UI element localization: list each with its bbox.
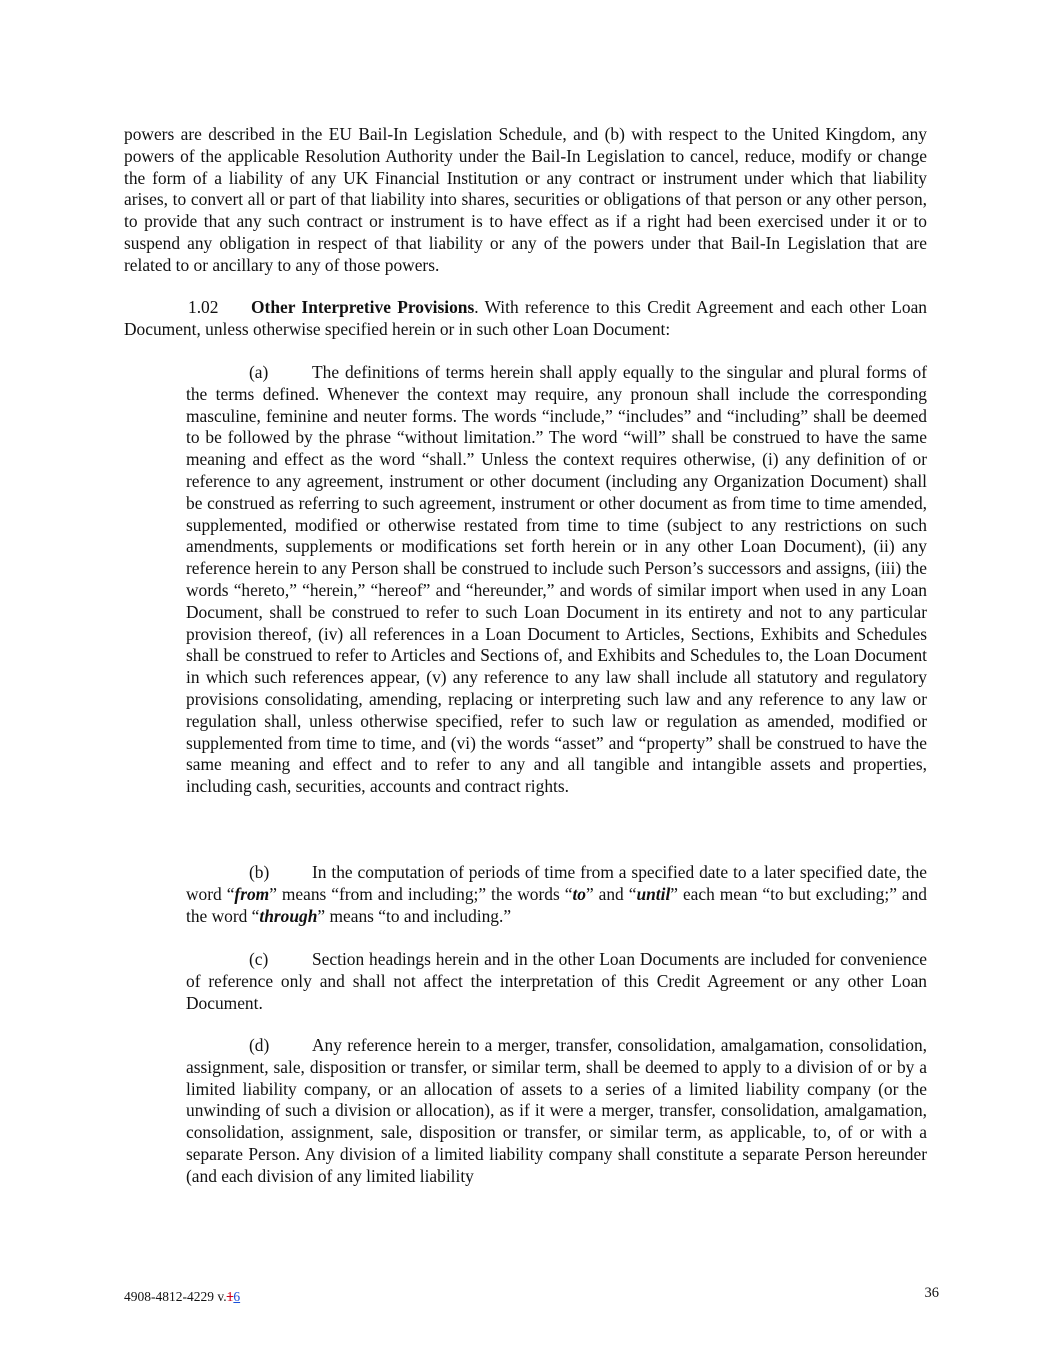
section-1-02-paragraph [124, 297, 927, 341]
section-number: 1.02 [188, 297, 219, 317]
term-to: to [572, 883, 586, 904]
section-lead-text: . With reference to this Credit Agreement and each other Loan Document, unless otherwise specified herein or in such other Loan Document: [124, 297, 928, 339]
clause-b-text-2: ” means “from and including;” the words “ [269, 883, 573, 904]
clause-b-text-5: ” means “to and including.” [317, 905, 512, 926]
clause-d-text: Any reference herein to a merger, transfer, consolidation, amalgamation, consolidation, assignment, sale, disposition or transfer, or similar term, shall be deemed to apply to a division of or by a limited liability company, or an allocation of assets to a series of a limited liability company (or the unwinding of such a division or allocation), as if it were a merger, transfer, consolidation, amalgamation, consolidation, assignment, sale, disposition or transfer, or similar term, as applicable, to, of or with a separate Person. Any division of a limited liability company shall constitute a separate Person hereunder (and each division of any limited liability [186, 1035, 927, 1186]
clause-a-label: (a) [249, 362, 269, 382]
clause-c-text: Section headings herein and in the other Loan Documents are included for convenience of reference only and shall not affect the interpretation of this Credit Agreement or any other Loan Document. [186, 949, 927, 1013]
clause-b-text-3: ” and “ [585, 883, 637, 904]
clause-b-label: (b) [249, 862, 270, 882]
clause-a-text: The definitions of terms herein shall apply equally to the singular and plural forms of the terms defined. Whenever the context may require, any pronoun shall include the corresponding masculine, feminine and neuter forms. The words “include,” “includes” and “including” shall be deemed to be followed by the phrase “without limitation.” The word “will” shall be construed to have the same meaning and effect as the word “shall.” Unless the context requires otherwise, (i) any definition of or reference to any agreement, instrument or other document (including any Organization Document) shall be construed as referring to such agreement, instrument or other document as from time to time amended, supplemented, modified or otherwise restated from time to time (subject to any restrictions on such amendments, supplements or modifications set forth herein or in any other Loan Document), (ii) any reference herein to any Person shall be construed to include such Person’s successors and assigns, (iii) the words “hereto,” “herein,” “hereof” and “hereunder,” and words of similar import when used in any Loan Document, shall be construed to refer to such Loan Document in its entirety and not to any particular provision thereof, (iv) all references in a Loan Document to Articles, Sections, Exhibits and Schedules shall be construed to refer to Articles and Sections of, and Exhibits and Schedules to, the Loan Document in which such references appear, (v) any reference to any law shall include all statutory and regulatory provisions consolidating, amending, replacing or interpreting such law and any reference to any law or regulation shall, unless otherwise specified, refer to such law or regulation as amended, modified or supplemented from time to time, and (vi) the words “asset” and “property” shall be construed to have the same meaning and effect and to refer to any and all tangible and intangible assets and properties, including cash, securities, accounts and contract rights. [186, 362, 927, 797]
clause-b-text-1: In the computation of periods of time from a specified date to a later specified date, the word “ [186, 862, 927, 904]
term-from: from [234, 883, 270, 904]
version-inserted: 6 [233, 1289, 241, 1304]
clause-a-paragraph [186, 362, 927, 798]
doc-id-text: 4908-4812-4229 v. [124, 1289, 227, 1304]
clause-d-label: (d) [249, 1035, 270, 1055]
intro-paragraph: powers are described in the EU Bail-In Legislation Schedule, and (b) with respect to the United Kingdom, any powers of the applicable Resolution Authority under the Bail-In Legislation to cancel, reduce, modify or change the form of a liability of any UK Financial Institution or any contract or instrument under which that liability arises, to convert all or part of that liability into shares, securities or obligations of that person or any other person, to provide that any such contract or instrument is to have effect as if a right had been exercised under it or to suspend any obligation in respect of that liability or any of the powers under that Bail-In Legislation that are related to or ancillary to any of those powers. [124, 124, 927, 275]
clause-b-text-4: ” each mean “to but excluding;” and the word “ [186, 883, 927, 926]
clause-d-paragraph [186, 1035, 927, 1188]
section-heading: Other Interpretive Provisions [251, 297, 475, 317]
footer-doc-id [124, 1289, 240, 1305]
term-through: through [259, 905, 318, 926]
version-deleted: 1 [226, 1289, 234, 1304]
page-number: 36 [924, 1285, 939, 1301]
term-until: until [636, 883, 671, 904]
clause-c-label: (c) [249, 949, 269, 969]
clause-c-paragraph [186, 949, 927, 1014]
clause-b-paragraph [186, 862, 927, 927]
